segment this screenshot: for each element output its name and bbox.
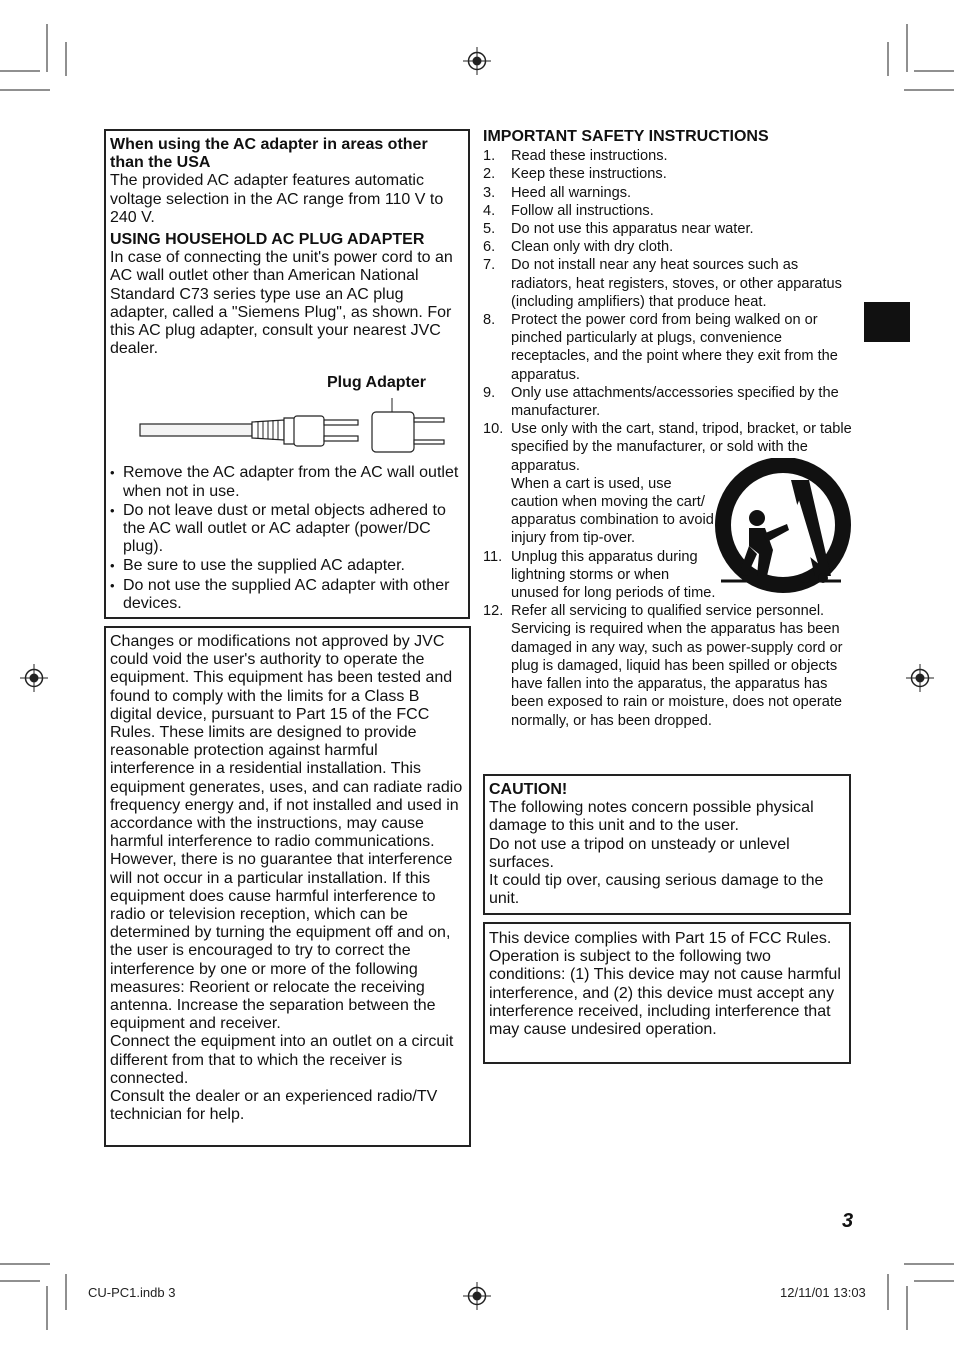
safety-list xyxy=(483,147,855,730)
fcc-notice-box xyxy=(104,626,471,1147)
item-text: Do not use this apparatus near water. xyxy=(511,221,754,238)
list-item: • Remove the AC adapter from the AC wall outlet when not in use. xyxy=(110,464,464,500)
item-number: 4. xyxy=(483,202,496,219)
list-item xyxy=(483,184,855,202)
item-number: 8. xyxy=(483,312,496,329)
item-text: Only use attachments/accessories specified by the manufacturer. xyxy=(511,384,839,420)
fcc-paragraph: Consult the dealer or an experienced radio/TV technician for help. xyxy=(110,1088,438,1124)
list-item: • Be sure to use the supplied AC adapter. xyxy=(110,557,464,575)
item-number: 5. xyxy=(483,221,496,238)
ac-adapter-box xyxy=(104,129,470,619)
plug-heading: USING HOUSEHOLD AC PLUG ADAPTER xyxy=(110,231,425,249)
registration-target-icon-right xyxy=(906,664,934,692)
item-number: 9. xyxy=(483,384,496,401)
caution-box xyxy=(483,774,851,915)
registration-target-icon-top xyxy=(463,47,491,75)
list-item: • Do not leave dust or metal objects adhered to the AC wall outlet or AC adapter (power/DC plug). xyxy=(110,502,464,557)
item-number: 10. xyxy=(483,421,504,438)
item-text: Protect the power cord from being walked on or pinched particularly at plugs, convenience receptacles, and the point where they exit from the apparatus. xyxy=(511,312,838,383)
item-text: Keep these instructions. xyxy=(511,166,667,183)
ac-bullets xyxy=(110,464,464,613)
cart-tip-over-warning-icon xyxy=(713,458,853,594)
item-number: 1. xyxy=(483,148,496,165)
list-item xyxy=(483,602,855,729)
item-text: Heed all warnings. xyxy=(511,184,632,201)
safety-instructions xyxy=(483,128,855,730)
section-tab xyxy=(864,302,910,342)
item-number: 11. xyxy=(483,548,503,565)
item-number: 2. xyxy=(483,166,496,183)
plug-adapter-illustration xyxy=(134,398,454,462)
list-item xyxy=(483,384,855,420)
list-item xyxy=(483,165,855,183)
list-item xyxy=(483,202,855,220)
page-number: 3 xyxy=(842,1210,854,1232)
caution-line: Do not use a tripod on unsteady or unlevel surfaces. xyxy=(489,835,790,871)
item-text: Follow all instructions. xyxy=(511,202,654,219)
footer-datetime: 12/11/01 13:03 xyxy=(780,1285,866,1300)
list-item xyxy=(483,256,855,311)
item-number: 7. xyxy=(483,257,496,274)
ac-heading: When using the AC adapter in areas other than the USA xyxy=(110,136,428,172)
list-item xyxy=(483,311,855,384)
item-text: Do not install near any heat sources such as radiators, heat registers, stoves, or other apparatus (including amplifiers) that produce heat. xyxy=(511,257,842,310)
item-text: Refer all servicing to qualified service personnel. Servicing is required when the apparatus has been damaged in any way, such as power-supply cord or plug is damaged, liquid has been spilled or objects have fallen into the apparatus, the apparatus has been exposed to rain or moisture, does not operate normally, or has been dropped. xyxy=(511,603,843,729)
list-item: • Do not use the supplied AC adapter with other devices. xyxy=(110,577,464,613)
caution-line: It could tip over, causing serious damage to the unit. xyxy=(489,872,824,908)
fcc-paragraph: Changes or modifications not approved by JVC could void the user's authority to operate the equipment. This equipment has been tested and found to comply with the limits for a Class B digital device, pursuant to Part 15 of the FCC Rules. These limits are designed to provide reasonable protection against harmful interference in a residential installation. This equipment generates, uses, and can radiate radio frequency energy and, if not installed and used in accordance with the instructions, may cause harmful interference to radio communications. However, there is no guarantee that interference will not occur in a particular installation. If this equipment does cause harmful interference to radio or television reception, which can be determined by turning the equipment off and on, the user is encouraged to try to correct the interference by one or more of the following measures: Reorient or relocate the receiving antenna. Increase the separation between the equipment and receiver. xyxy=(110,633,463,1033)
footer-file: CU-PC1.indb 3 xyxy=(88,1285,176,1300)
cart-caution-text: When a cart is used, use caution when moving the cart/ apparatus combination to avoid injury from tip-over. xyxy=(511,475,714,547)
item-text: Read these instructions. xyxy=(511,148,668,165)
registration-target-icon-bottom xyxy=(463,1282,491,1310)
item-number: 3. xyxy=(483,184,496,201)
compliance-box xyxy=(483,922,851,1064)
caution-heading: CAUTION! xyxy=(489,781,568,798)
plug-adapter-label: Plug Adapter xyxy=(327,374,426,392)
item-number: 12. xyxy=(483,603,504,620)
list-item xyxy=(483,220,855,238)
list-item xyxy=(483,147,855,165)
item-text: Use only with the cart, stand, tripod, bracket, or table specified by the manufacturer, or sold with the apparatus. xyxy=(511,421,852,474)
compliance-text: This device complies with Part 15 of FCC Rules. Operation is subject to the following two conditions: (1) This device may not cause harmful interference, and (2) this device must accept any interference received, including interference that may cause undesired operation. xyxy=(489,930,841,1039)
plug-text: In case of connecting the unit's power cord to an AC wall outlet other than American National Standard C73 series type use an AC plug adapter, called a "Siemens Plug", as shown. For this AC plug adapter, consult your nearest JVC dealer. xyxy=(110,249,453,358)
item-number: 6. xyxy=(483,239,496,256)
safety-title: IMPORTANT SAFETY INSTRUCTIONS xyxy=(483,128,769,145)
list-item xyxy=(483,238,855,256)
item-text: Unplug this apparatus during lightning storms or when unused for long periods of time. xyxy=(511,548,716,602)
registration-target-icon-left xyxy=(20,664,48,692)
caution-line: The following notes concern possible physical damage to this unit and to the user. xyxy=(489,799,814,835)
item-text: Clean only with dry cloth. xyxy=(511,239,674,256)
ac-intro: The provided AC adapter features automatic voltage selection in the AC range from 110 V to 240 V. xyxy=(110,172,444,226)
fcc-paragraph: Connect the equipment into an outlet on a circuit different from that to which the receiver is connected. xyxy=(110,1033,454,1087)
